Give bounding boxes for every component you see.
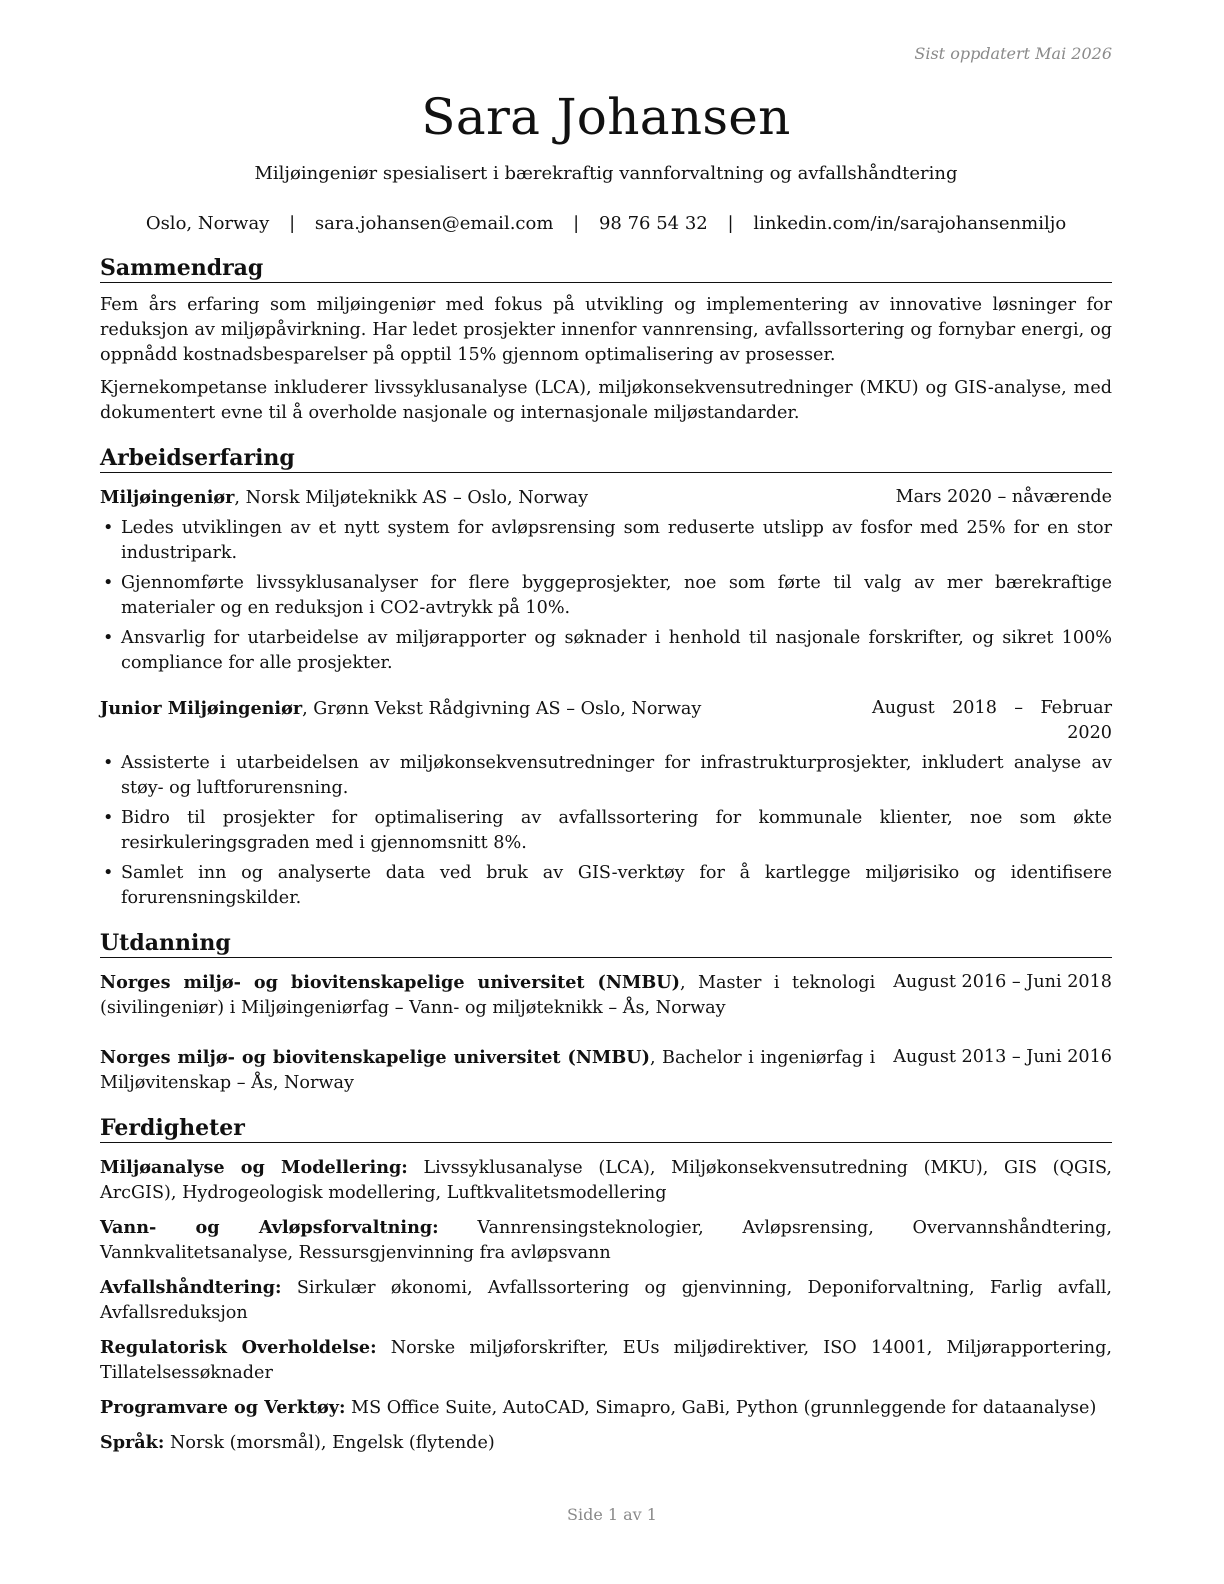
skill-text: Norsk (morsmål), Engelsk (flytende) [164, 1433, 495, 1453]
contact-line [100, 212, 1112, 236]
job-header [100, 485, 1112, 511]
skill-line [100, 1335, 1112, 1386]
job-org: , Grønn Vekst Rådgivning AS – Oslo, Norway [302, 699, 702, 719]
skill-text: Sirkulær økonomi, Avfallssortering og gjenvinning, Deponiforvaltning, Farlig avfall, Avfallsreduksjon [100, 1278, 1112, 1323]
job-bullet: • Samlet inn og analyserte data ved bruk av GIS-verktøy for å kartlegge miljørisiko og identifisere forurensningskilder. [100, 861, 1112, 911]
job-bullets [100, 751, 1112, 911]
job-bullet: • Gjennomførte livssyklusanalyser for flere byggeprosjekter, noe som førte til valg av mer bærekraftige materialer og en reduksjon i CO2-avtrykk på 10%. [100, 571, 1112, 621]
contact-separator: | [573, 213, 580, 234]
education-section [100, 929, 1112, 1096]
education-school: Norges miljø- og biovitenskapelige universitet (NMBU) [100, 972, 680, 993]
job-role: Junior Miljøingeniør [100, 698, 303, 719]
skill-label: Programvare og Verktøy: [100, 1397, 346, 1418]
job-bullet: • Bidro til prosjekter for optimalisering av avfallssortering for kommunale klienter, noe som økte resirkuleringsgraden med i gjennomsnitt 8%. [100, 806, 1112, 856]
summary-paragraph: Fem års erfaring som miljøingeniør med fokus på utvikling og implementering av innovative løsninger for reduksjon av miljøpåvirkning. Har ledet prosjekter innenfor vannrensing, avfallssortering og fornybar energi, og oppnådd kostnadsbesparelser på opptil 15% gjennom optimalisering av prosesser. [100, 295, 1112, 365]
last-updated-note: Sist oppdatert Mai 2026 [914, 44, 1112, 63]
skill-label: Språk: [100, 1432, 165, 1453]
education-school: Norges miljø- og biovitenskapelige universitet (NMBU) [100, 1047, 650, 1068]
job-role: Miljøingeniør [100, 487, 235, 508]
skill-text: MS Office Suite, AutoCAD, Simapro, GaBi, Python (grunnleggende for dataanalyse) [345, 1398, 1097, 1418]
job-dates: August 2018 – Februar 2020 [872, 698, 1112, 743]
skills-section [100, 1114, 1112, 1456]
job-bullets [100, 516, 1112, 676]
contact-separator: | [727, 213, 734, 234]
skill-line [100, 1215, 1112, 1266]
job-org: , Norsk Miljøteknikk AS – Oslo, Norway [234, 488, 589, 508]
job-header [100, 696, 1112, 746]
skill-label: Miljøanalyse og Modellering: [100, 1157, 408, 1178]
skill-text: Vannrensingsteknologier, Avløpsrensing, Overvannshåndtering, Vannkvalitetsanalyse, Ressursgjenvinning fra avløpsvann [100, 1218, 1112, 1263]
education-entry [100, 970, 1112, 1021]
education-dates: August 2013 – Juni 2016 [893, 1047, 1112, 1067]
job-bullet: • Assisterte i utarbeidelsen av miljøkonsekvensutredninger for infrastrukturprosjekter, inkludert analyse av støy- og luftforurensning. [100, 751, 1112, 801]
job-entry [100, 696, 1112, 911]
skills-heading: Ferdigheter [100, 1114, 1112, 1143]
contact-separator: | [289, 213, 296, 234]
experience-section [100, 444, 1112, 911]
summary-heading: Sammendrag [100, 254, 1112, 283]
contact-phone: 98 76 54 32 [598, 213, 708, 234]
contact-email[interactable]: sara.johansen@email.com [314, 213, 554, 234]
skill-label: Avfallshåndtering: [100, 1277, 282, 1298]
resume-page [100, 84, 1112, 1456]
experience-heading: Arbeidserfaring [100, 444, 1112, 473]
skill-label: Vann- og Avløpsforvaltning: [100, 1217, 439, 1238]
skill-line [100, 1155, 1112, 1206]
summary-paragraph: Kjernekompetanse inkluderer livssyklusanalyse (LCA), miljøkonsekvensutredninger (MKU) og GIS-analyse, med dokumentert evne til å overholde nasjonale og internasjonale miljøstandarder. [100, 378, 1112, 423]
tagline: Miljøingeniør spesialisert i bærekraftig vannforvaltning og avfallshåndtering [254, 163, 958, 184]
skill-label: Regulatorisk Overholdelse: [100, 1337, 377, 1358]
candidate-name: Sara Johansen [421, 88, 791, 146]
education-detail: , Master i teknologi (sivilingeniør) i Miljøingeniørfag – Vann- og miljøteknikk – Ås, Norway [100, 973, 876, 1018]
education-entry [100, 1045, 1112, 1096]
education-dates: August 2016 – Juni 2018 [893, 972, 1112, 992]
skill-text: Livssyklusanalyse (LCA), Miljøkonsekvensutredning (MKU), GIS (QGIS, ArcGIS), Hydrogeologisk modellering, Luftkvalitetsmodellering [100, 1158, 1112, 1203]
education-detail: , Bachelor i ingeniørfag i Miljøvitenskap – Ås, Norway [100, 1048, 876, 1093]
education-heading: Utdanning [100, 929, 1112, 958]
job-bullet: • Ledes utviklingen av et nytt system for avløpsrensing som reduserte utslipp av fosfor med 25% for en stor industripark. [100, 516, 1112, 566]
contact-location: Oslo, Norway [145, 213, 270, 234]
job-entry [100, 485, 1112, 676]
skill-line [100, 1430, 1112, 1456]
job-bullet: • Ansvarlig for utarbeidelse av miljørapporter og søknader i henhold til nasjonale forskrifter, og sikret 100% compliance for alle prosjekter. [100, 626, 1112, 676]
skill-line [100, 1275, 1112, 1326]
skill-line [100, 1395, 1112, 1421]
job-dates: Mars 2020 – nåværende [895, 487, 1112, 507]
page-number: Side 1 av 1 [567, 1505, 657, 1524]
contact-linkedin[interactable]: linkedin.com/in/sarajohansenmiljo [753, 213, 1067, 234]
summary-section [100, 254, 1112, 426]
skill-text: Norske miljøforskrifter, EUs miljødirektiver, ISO 14001, Miljørapportering, Tillatelsessøknader [100, 1338, 1112, 1383]
